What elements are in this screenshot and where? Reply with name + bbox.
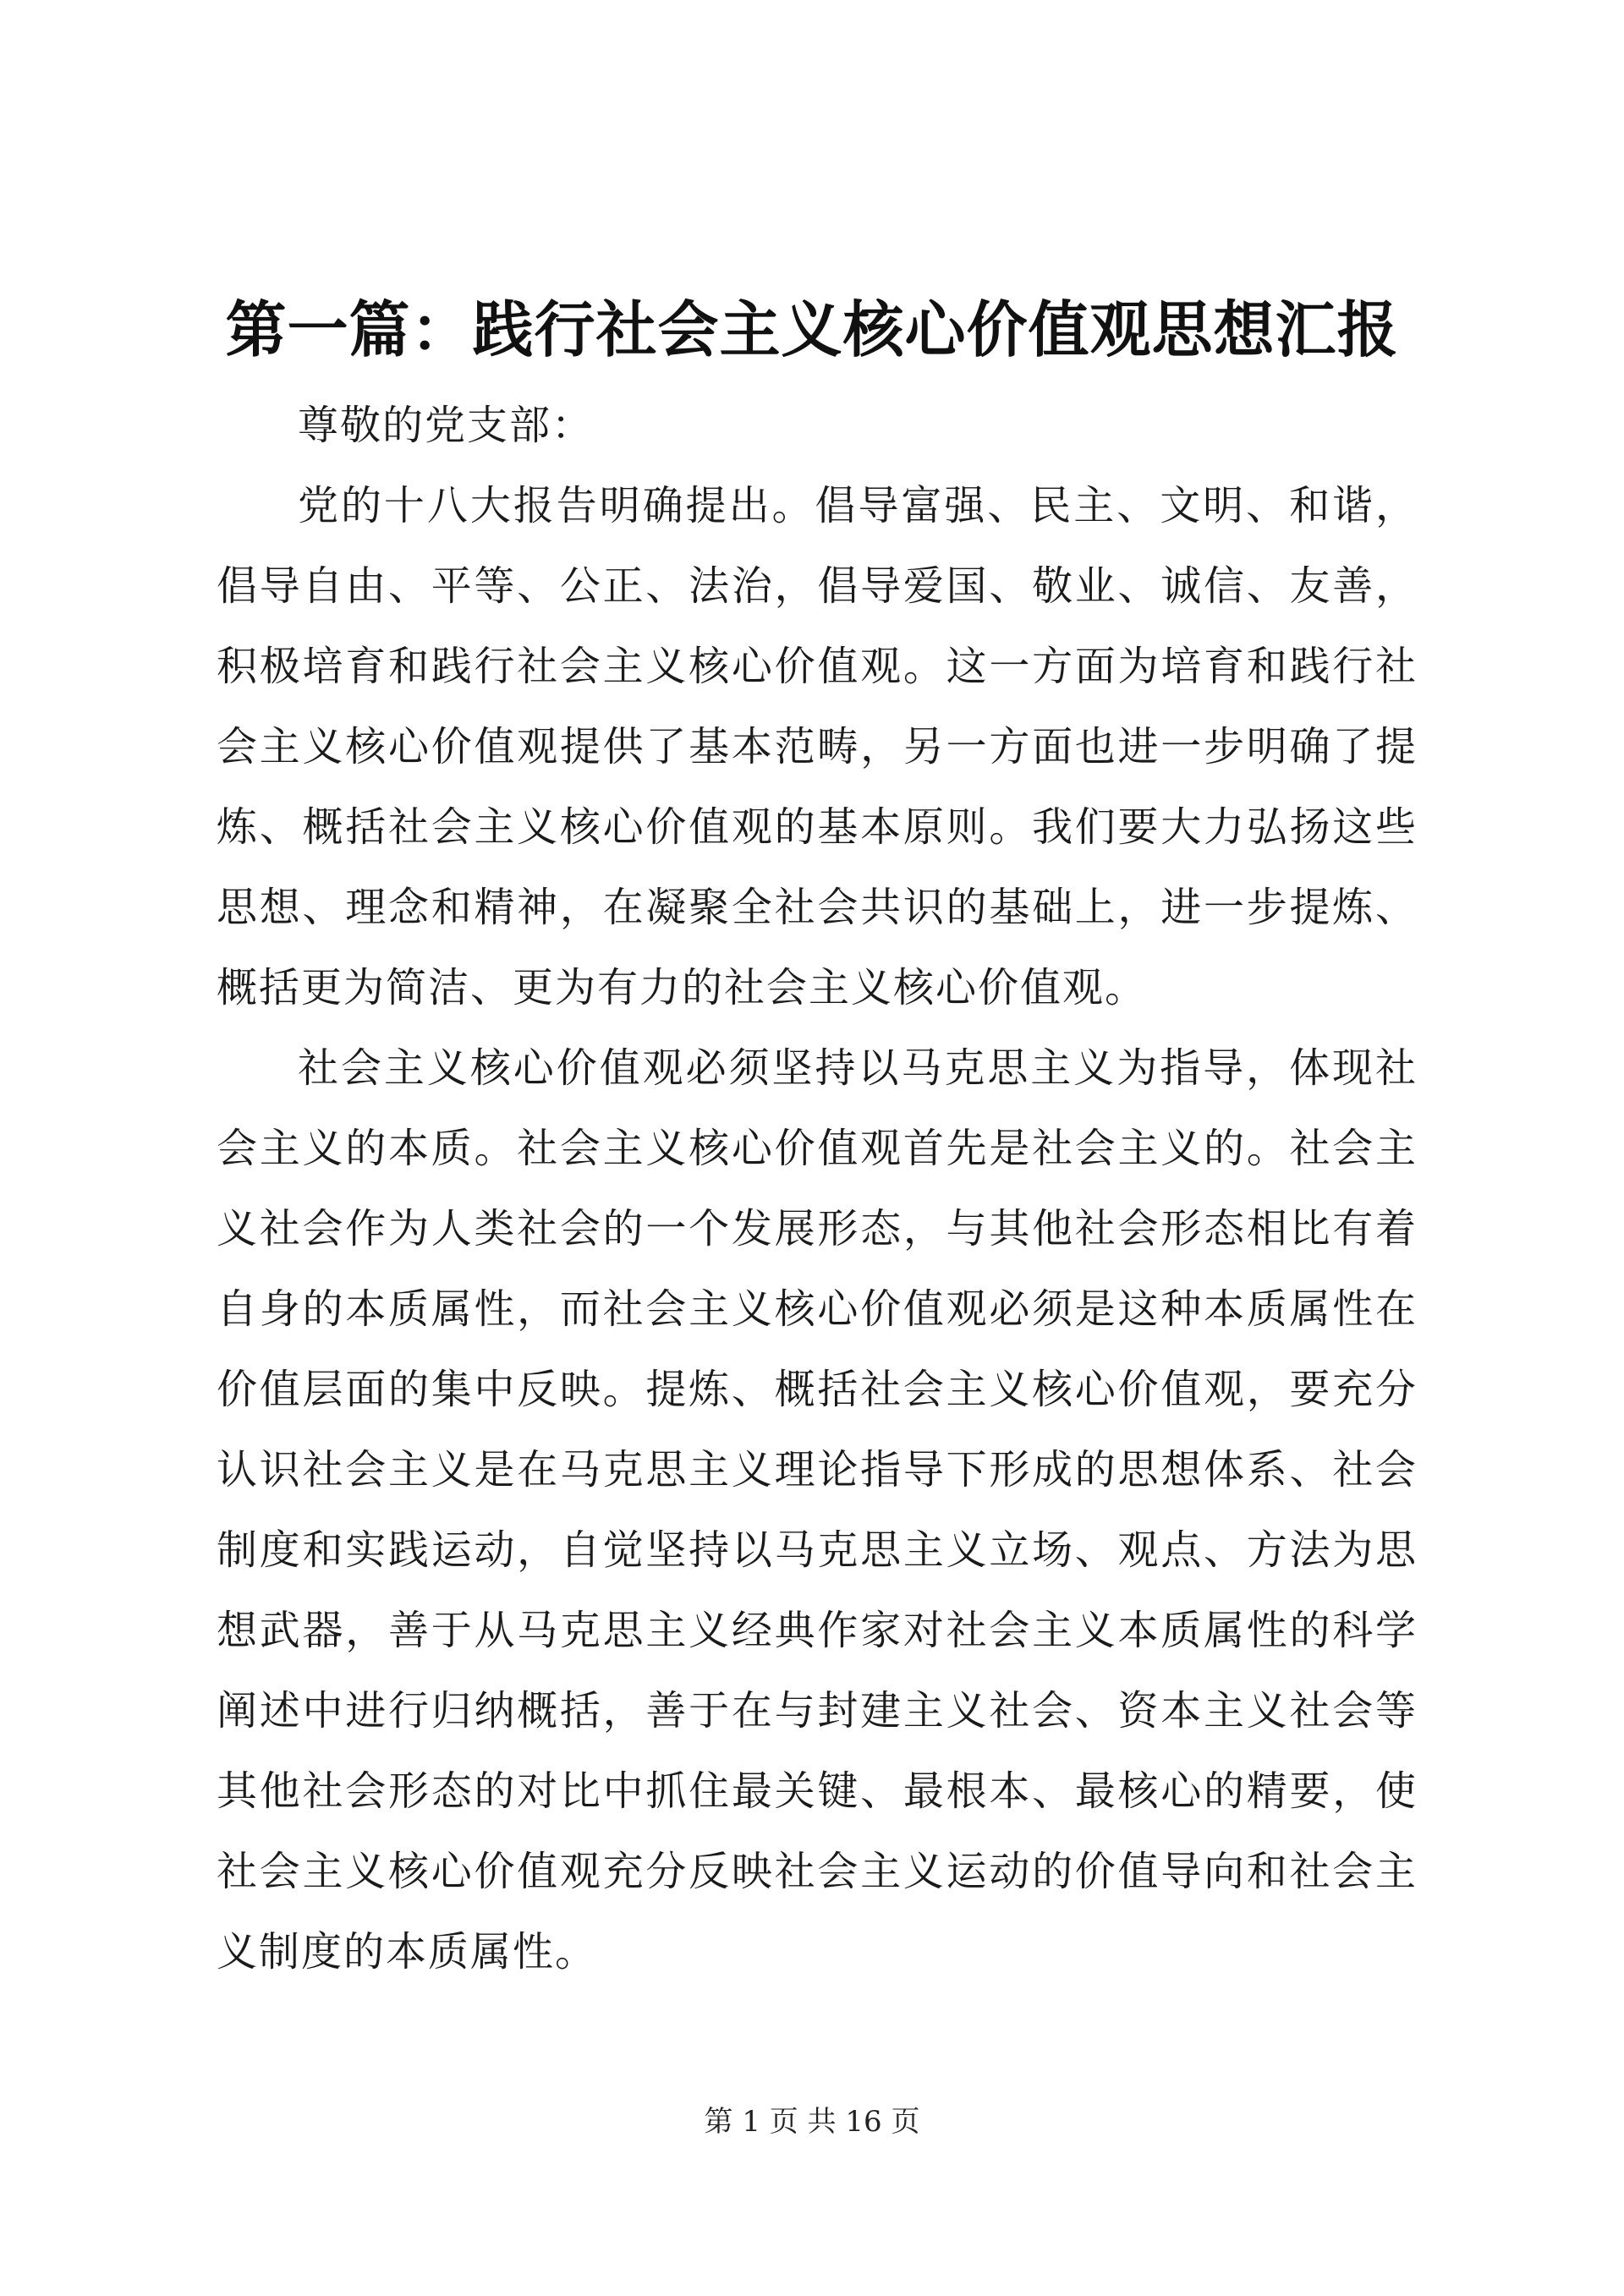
document-body [217,386,1418,1992]
paragraph-2: 社会主义核心价值观必须坚持以马克思主义为指导，体现社会主义的本质。社会主义核心价值观首先是社会主义的。社会主义社会作为人类社会的一个发展形态，与其他社会形态相比有着自身的本质属性，而社会主义核心价值观必须是这种本质属性在价值层面的集中反映。提炼、概括社会主义核心价值观，要充分认识社会主义是在马克思主义理论指导下形成的思想体系、社会制度和实践运动，自觉坚持以马克思主义立场、观点、方法为思想武器，善于从马克思主义经典作家对社会主义本质属性的科学阐述中进行归纳概括，善于在与封建主义社会、资本主义社会等其他社会形态的对比中抓住最关键、最根本、最核心的精要，使社会主义核心价值观充分反映社会主义运动的价值导向和社会主义制度的本质属性。 [217,1044,1418,1975]
document-title: 第一篇：践行社会主义核心价值观思想汇报 [225,293,1399,365]
page-footer: 第 1 页 共 16 页 [704,2105,920,2139]
paragraph-1: 党的十八大报告明确提出。倡导富强、民主、文明、和谐，倡导自由、平等、公正、法治，倡导爱国、敬业、诚信、友善，积极培育和践行社会主义核心价值观。这一方面为培育和践行社会主义核心价值观提供了基本范畴，另一方面也进一步明确了提炼、概括社会主义核心价值观的基本原则。我们要大力弘扬这些思想、理念和精神，在凝聚全社会共识的基础上，进一步提炼、概括更为简洁、更为有力的社会主义核心价值观。 [217,482,1418,1011]
salutation: 尊敬的党支部： [298,402,595,449]
